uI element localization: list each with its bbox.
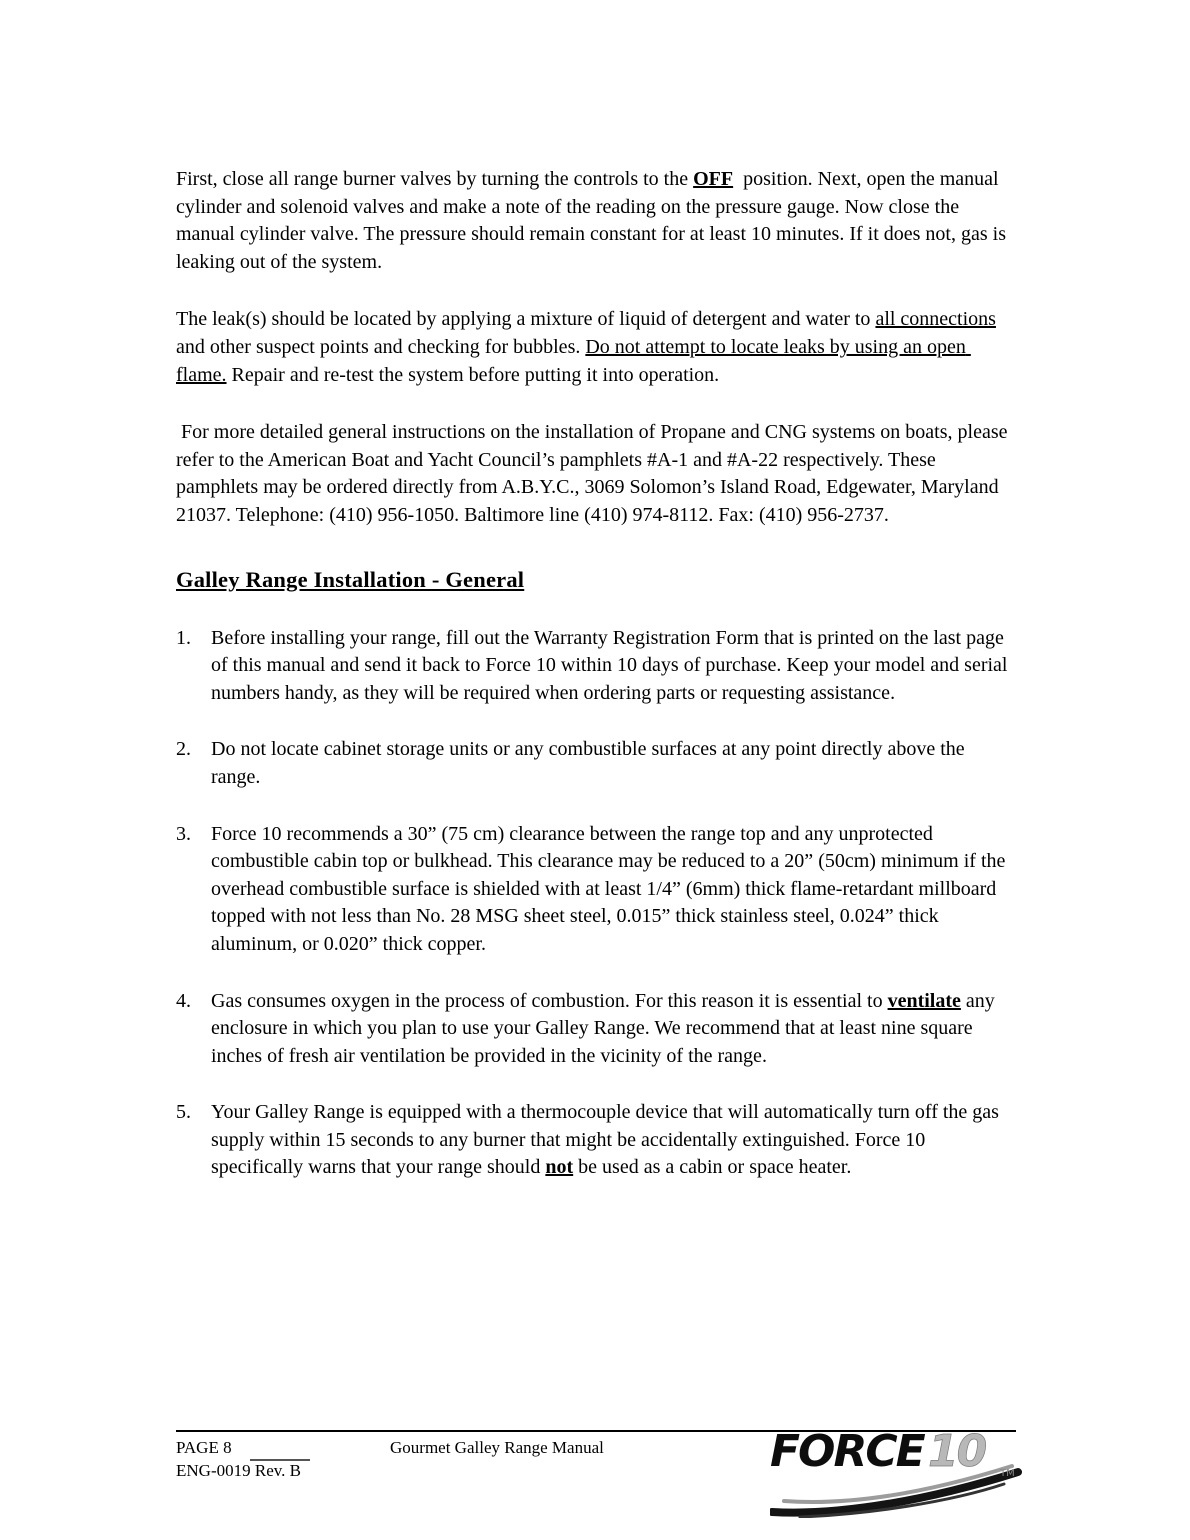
list-item-number: 1. — [176, 626, 191, 649]
text-run-underlined: all connections — [875, 308, 996, 331]
text-run: The leak(s) should be located by applying a mixture of liquid of detergent and water to — [176, 308, 876, 331]
list-item-number: 5. — [176, 1101, 191, 1124]
logo-force-text: FORCE — [770, 1426, 924, 1477]
paragraph-pressure-test — [176, 166, 1016, 276]
list-item-5 — [176, 1099, 1016, 1182]
list-item-number: 2. — [176, 738, 191, 761]
section-heading: Galley Range Installation - General — [176, 566, 525, 592]
page-content — [176, 166, 1016, 1211]
text-run: First, close all range burner valves by turning the controls to the — [176, 168, 694, 190]
installation-list — [176, 625, 1016, 1183]
force10-logo — [770, 1422, 1022, 1518]
paragraph-abyc-info — [176, 419, 1016, 529]
text-run-off-emphasis: OFF — [693, 168, 734, 190]
footer-short-rule — [250, 1459, 310, 1461]
text-run: Force 10 recommends a 30” (75 cm) clearance between the range top and any unprotected combustible cabin top or bulkhead. This clearance may be reduced to a 20” (50cm) minimum if the overhead combustible surface is shielded with at least 1/4” (6mm) thick flame-retardant millboard topped with not less than No. 28 MSG sheet steel, 0.015” thick stainless steel, 0.024” thick aluminum, or 0.020” thick copper. — [211, 822, 1011, 955]
page-number-label: PAGE 8 — [176, 1438, 232, 1457]
text-run: and other suspect points and checking for bubbles. — [176, 308, 1001, 358]
text-run: Repair and re-test the system before putting it into operation. — [226, 363, 720, 386]
text-run: Before installing your range, fill out the Warranty Registration Form that is printed on the last page of this manual and send it back to Force 10 within 10 days of purchase. Keep your model and serial numbers handy, as they will be required when ordering parts or requesting assistance. — [211, 626, 1013, 704]
manual-title: Gourmet Galley Range Manual — [390, 1438, 604, 1457]
list-item-text — [211, 625, 1016, 708]
list-item-text — [211, 1099, 1016, 1182]
list-item-2 — [176, 736, 1016, 791]
document-number-label: ENG-0019 Rev. B — [176, 1460, 301, 1480]
text-run: Your Galley Range is equipped with a thermocouple device that will automatically turn off the gas supply within 15 seconds to any burner that might be accidentally extinguished. Force 10 specifically warns that your range should — [211, 1101, 1004, 1179]
logo-ten-text: 10 — [928, 1426, 986, 1477]
list-item-1 — [176, 625, 1016, 708]
text-run: position. Next, open the manual cylinder and solenoid valves and make a note of the reading on the pressure gauge. Now close the manual cylinder valve. The pressure should remain constant for at least 10 minutes. If it does not, gas is leaking out of the system. — [176, 168, 1011, 273]
list-item-number: 3. — [176, 822, 191, 845]
list-item-text — [211, 988, 1016, 1071]
text-run: Do not locate cabinet storage units or any combustible surfaces at any point directly above the range. — [211, 738, 970, 788]
text-run: Gas consumes oxygen in the process of combustion. For this reason it is essential to — [211, 989, 888, 1012]
list-item-text — [211, 821, 1016, 959]
paragraph-leak-detection — [176, 306, 1016, 389]
text-run: For more detailed general instructions on the installation of Propane and CNG systems on boats, please refer to the American Boat and Yacht Council’s pamphlets #A-1 and #A-22 respectively. These pamphlets may be ordered directly from A.B.Y.C., 3069 Solomon’s Island Road, Edgewater, Maryland 21037. Telephone: (410) 956-1050. Baltimore line (410) 974-8112. Fax: (410) 956-2737. — [176, 421, 1013, 526]
list-item-number: 4. — [176, 989, 191, 1012]
text-run: be used as a cabin or space heater. — [573, 1156, 852, 1179]
text-run: any enclosure in which you plan to use your Galley Range. We recommend that at least nine square inches of fresh air ventilation be provided in the vicinity of the range. — [211, 989, 1000, 1067]
page-footer — [176, 1426, 1016, 1483]
text-run-ventilate-emphasis: ventilate — [887, 989, 961, 1012]
logo-trademark-text: TM — [1000, 1468, 1015, 1479]
list-item-4 — [176, 988, 1016, 1071]
list-item-3 — [176, 821, 1016, 959]
list-item-text — [211, 736, 1016, 791]
text-run-not-emphasis: not — [545, 1156, 574, 1179]
text-run-underlined: Do not attempt to locate leaks by using an open flame. — [176, 335, 971, 386]
